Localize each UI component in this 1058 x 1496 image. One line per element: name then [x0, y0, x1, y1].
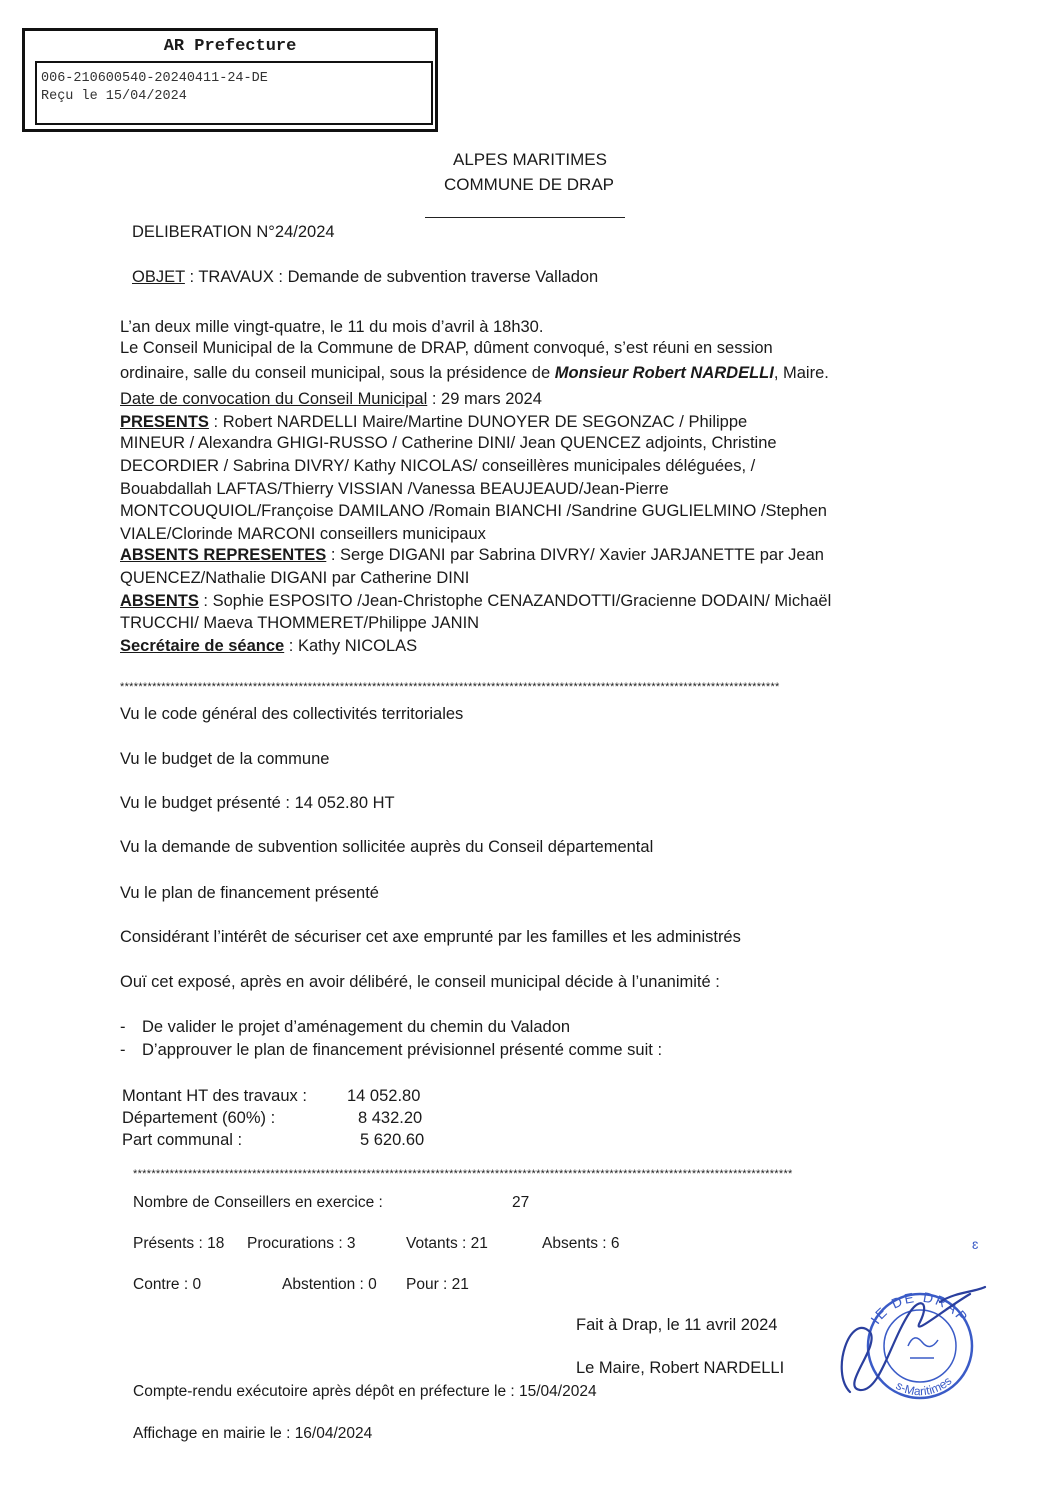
presents-label: PRESENTS: [120, 413, 209, 431]
objet-text: : TRAVAUX : Demande de subvention traverse Valladon: [184, 268, 599, 286]
seal-text-top: IE DE DRAP: [867, 1288, 972, 1327]
seal-text-bottom: s-Maritimes: [893, 1373, 955, 1399]
header-rule: [425, 217, 625, 218]
fait-a-drap: Fait à Drap, le 11 avril 2024: [576, 1316, 778, 1334]
departement-label: Département (60%) :: [122, 1109, 276, 1127]
vote-pour: Pour : 21: [406, 1276, 469, 1293]
vote-absents: Absents : 6: [542, 1235, 620, 1252]
considerant-1: Vu le code général des collectivités territoriales: [120, 705, 464, 723]
compte-rendu-line: Compte-rendu exécutoire après dépôt en préfecture le : 15/04/2024: [133, 1383, 597, 1400]
presents-line-1: [120, 413, 747, 432]
secretaire-line: [120, 637, 417, 656]
separator-line: ************************************************************************************************************************************************: [120, 681, 780, 693]
intro-line-2: Le Conseil Municipal de la Commune de DRAP, dûment convoqué, s’est réuni en session: [120, 339, 773, 357]
absents-representes-line-1: [120, 546, 824, 565]
commune-part-value: 5 620.60: [360, 1131, 425, 1149]
vote-votants: Votants : 21: [406, 1235, 488, 1252]
stamp-received-date: Reçu le 15/04/2024: [41, 89, 187, 104]
absents-representes-text: : Serge DIGANI par Sabrina DIVRY/ Xavier JARJANETTE par Jean: [326, 546, 824, 564]
presents-line-6: VIALE/Clorinde MARCONI conseillers municipaux: [120, 525, 486, 543]
presents-line-5: MONTCOUQUIOL/Françoise DAMILANO /Romain BIANCHI /Sandrine GUGLIELMINO /Stephen: [120, 502, 827, 520]
montant-label: Montant HT des travaux :: [122, 1087, 307, 1105]
exercice-value: 27: [512, 1194, 530, 1211]
convocation-value: : 29 mars 2024: [427, 390, 542, 408]
absents-representes-line-2: QUENCEZ/Nathalie DIGANI par Catherine DINI: [120, 569, 470, 587]
considerant-4: Vu la demande de subvention sollicitée auprès du Conseil départemental: [120, 838, 654, 856]
considerant-7: Ouï cet exposé, après en avoir délibéré, le conseil municipal décide à l’unanimité :: [120, 973, 720, 991]
decision-2-text: D’approuver le plan de financement prévisionnel présenté comme suit :: [142, 1041, 663, 1059]
affichage-line: Affichage en mairie le : 16/04/2024: [133, 1425, 373, 1442]
absents-line-1: [120, 592, 831, 611]
deliberation-number: DELIBERATION N°24/2024: [132, 223, 335, 241]
intro-line-1: L’an deux mille vingt-quatre, le 11 du mois d’avril à 18h30.: [120, 318, 544, 336]
objet-line: [132, 268, 598, 287]
secretaire-label: Secrétaire de séance: [120, 637, 285, 655]
stamp-title: AR Prefecture: [163, 37, 297, 56]
mairie-seal-icon: [820, 1272, 990, 1412]
commune-part-label: Part communal :: [122, 1131, 243, 1149]
vote-procurations: Procurations : 3: [247, 1235, 356, 1252]
convocation-label: Date de convocation du Conseil Municipal: [120, 390, 428, 408]
absents-label: ABSENTS: [120, 592, 199, 610]
montant-value: 14 052.80: [347, 1087, 421, 1105]
considerant-6: Considérant l’intérêt de sécuriser cet axe emprunté par les familles et les administrés: [120, 928, 741, 946]
presents-line-4: Bouabdallah LAFTAS/Thierry VISSIAN /Vanessa BEAUJEAUD/Jean-Pierre: [120, 480, 669, 498]
presents-line-2: MINEUR / Alexandra GHIGI-RUSSO / Catherine DINI/ Jean QUENCEZ adjoints, Christine: [120, 434, 777, 452]
absents-line-2: TRUCCHI/ Maeva THOMMERET/Philippe JANIN: [120, 614, 480, 632]
vote-presents: Présents : 18: [133, 1235, 225, 1252]
decision-1-text: De valider le projet d’aménagement du chemin du Valadon: [142, 1018, 571, 1036]
maire-signature-line: Le Maire, Robert NARDELLI: [576, 1359, 785, 1377]
considerant-3: Vu le budget présenté : 14 052.80 HT: [120, 794, 395, 812]
considerant-2: Vu le budget de la commune: [120, 750, 330, 768]
ar-prefecture-stamp: [22, 28, 438, 132]
vote-contre: Contre : 0: [133, 1276, 202, 1293]
department-title: ALPES MARITIMES: [453, 150, 607, 169]
intro-line-3-a: ordinaire, salle du conseil municipal, sous la présidence de: [120, 364, 555, 382]
absents-text: : Sophie ESPOSITO /Jean-Christophe CENAZANDOTTI/Gracienne DODAIN/ Michaël: [198, 592, 832, 610]
stamp-inner-box: [35, 61, 433, 125]
intro-line-3: [120, 364, 829, 383]
absents-representes-label: ABSENTS REPRESENTES: [120, 546, 327, 564]
presents-line-3: DECORDIER / Sabrina DIVRY/ Kathy NICOLAS/ conseillères municipales déléguées, /: [120, 457, 756, 475]
departement-value: 8 432.20: [358, 1109, 423, 1127]
vote-abstention: Abstention : 0: [282, 1276, 377, 1293]
convocation-line: [120, 390, 542, 409]
secretaire-value: : Kathy NICOLAS: [284, 637, 418, 655]
decision-1: - De valider le projet d’aménagement du chemin du Valadon: [120, 1018, 571, 1036]
president-name: Monsieur Robert NARDELLI: [554, 364, 774, 382]
commune-title: COMMUNE DE DRAP: [444, 175, 615, 194]
presents-text: : Robert NARDELLI Maire/Martine DUNOYER DE SEGONZAC / Philippe: [208, 413, 748, 431]
decision-2: - D’approuver le plan de financement prévisionnel présenté comme suit :: [120, 1041, 663, 1059]
objet-label: OBJET: [132, 268, 185, 286]
separator-line-2: ************************************************************************************************************************************************: [133, 1168, 793, 1180]
intro-line-3-c: , Maire.: [773, 364, 829, 382]
considerant-5: Vu le plan de financement présenté: [120, 884, 379, 902]
exercice-label: Nombre de Conseillers en exercice :: [133, 1194, 383, 1211]
stray-mark-icon: ɛ: [972, 1236, 979, 1252]
stamp-reference: 006-210600540-20240411-24-DE: [41, 71, 268, 86]
